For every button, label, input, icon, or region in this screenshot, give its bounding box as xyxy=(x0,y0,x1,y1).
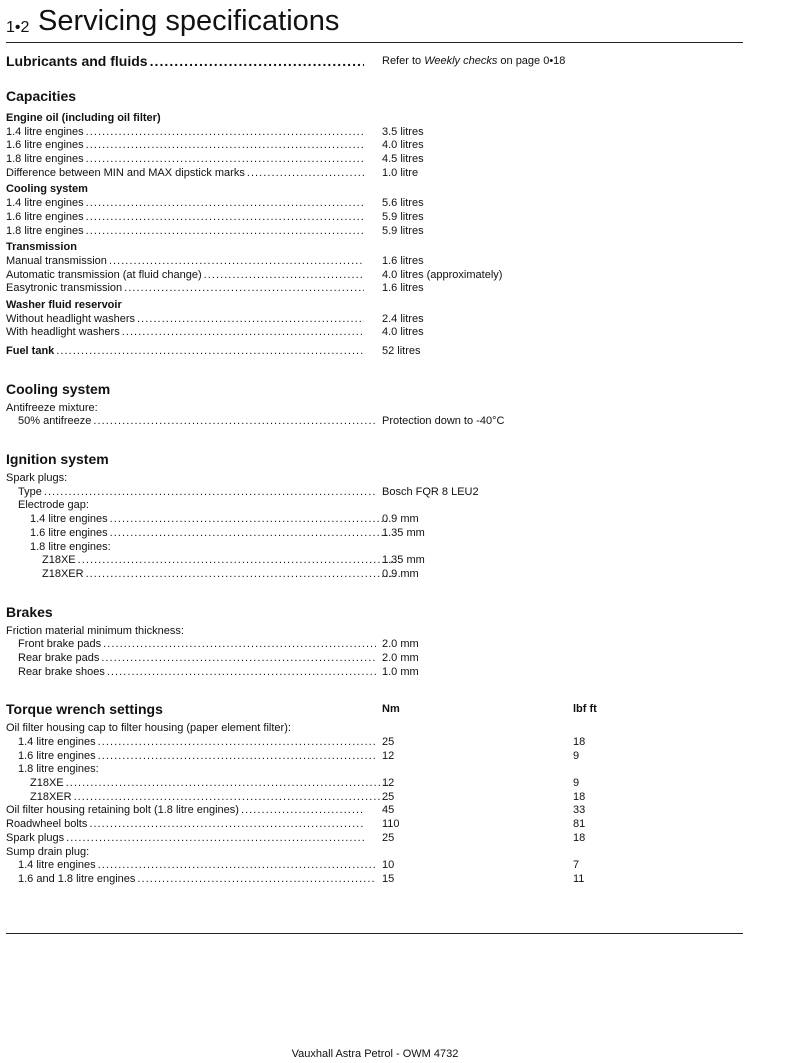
spec-label: 1.6 litre engines xyxy=(6,210,84,223)
page-title: Servicing specifications xyxy=(38,5,340,37)
spec-label: Front brake pads xyxy=(18,638,102,651)
spec-label: 1.4 litre engines xyxy=(6,125,84,138)
spec-label: Manual transmission xyxy=(6,254,107,267)
torque-col-lbf: lbf ft xyxy=(573,703,597,716)
antifreeze-row: 50% antifreeze..... Protection down to -40°C xyxy=(6,415,743,429)
torque-oil-18-label: 1.8 litre engines: xyxy=(18,763,99,776)
spec-label: Easytronic transmission xyxy=(6,282,123,295)
torque-heading: Torque wrench settings xyxy=(6,701,163,718)
spec-label: Difference between MIN and MAX dipstick marks xyxy=(6,166,245,179)
page-footer: Vauxhall Astra Petrol - OWM 4732 xyxy=(291,1048,459,1060)
gap-16-row: 1.6 litre engines..... 1.35 mm xyxy=(6,527,743,541)
spec-label: 1.6 litre engines xyxy=(6,139,84,152)
spec-value: 5.6 litres xyxy=(382,197,424,210)
spec-row xyxy=(6,652,743,666)
spec-row xyxy=(6,126,743,140)
spec-value: 1.0 litre xyxy=(382,166,419,179)
lubricants-row xyxy=(6,52,743,70)
torque-col-nm: Nm xyxy=(382,703,400,716)
spec-row xyxy=(6,197,743,211)
capacities-heading: Capacities xyxy=(6,88,77,104)
fuel-tank-value: 52 litres xyxy=(382,345,421,357)
torque-oil-14-row: 1.4 litre engines..... 25 18 xyxy=(6,736,743,750)
spec-row xyxy=(6,167,743,181)
transmission-rows xyxy=(6,255,743,296)
gap-z18xer-row: Z18XER..... 0.9 mm xyxy=(6,568,743,582)
spec-value: 5.9 litres xyxy=(382,224,424,237)
torque-z18xer-row: Z18XER..... 25 18 xyxy=(6,791,743,805)
spec-row xyxy=(6,139,743,153)
spec-label: With headlight washers xyxy=(6,326,120,339)
cooling-capacity-rows xyxy=(6,197,743,238)
page-header xyxy=(6,2,743,42)
gap-14-row: 1.4 litre engines..... 0.9 mm xyxy=(6,513,743,527)
torque-roadwheel-row: Roadwheel bolts..... 110 81 xyxy=(6,818,743,832)
transmission-heading: Transmission xyxy=(6,241,77,254)
washer-heading: Washer fluid reservoir xyxy=(6,298,122,311)
fuel-tank-label: Fuel tank xyxy=(6,345,55,357)
spark-plug-type-row: Type..... Bosch FQR 8 LEU2 xyxy=(6,486,743,500)
spec-value: 5.9 litres xyxy=(382,210,424,223)
torque-sump-14-row: 1.4 litre engines..... 10 7 xyxy=(6,859,743,873)
washer-rows xyxy=(6,313,743,340)
spec-row xyxy=(6,326,743,340)
cooling-capacity-heading: Cooling system xyxy=(6,183,88,196)
spec-value: 2.0 mm xyxy=(382,651,419,664)
spec-label: Automatic transmission (at fluid change) xyxy=(6,268,202,281)
spec-content xyxy=(6,52,743,887)
spec-value: 4.0 litres xyxy=(382,326,424,339)
torque-spark-row: Spark plugs..... 25 18 xyxy=(6,832,743,846)
engine-oil-rows xyxy=(6,126,743,181)
spec-row xyxy=(6,225,743,239)
lubricants-value: Refer to Weekly checks on page 0•18 xyxy=(382,55,566,67)
spec-row xyxy=(6,638,743,652)
brakes-heading: Brakes xyxy=(6,603,53,620)
spec-row xyxy=(6,211,743,225)
antifreeze-mixture-label: Antifreeze mixture: xyxy=(6,401,98,414)
spec-value: 1.6 litres xyxy=(382,254,424,267)
spec-value: 2.0 mm xyxy=(382,638,419,651)
cooling-system-heading: Cooling system xyxy=(6,380,111,397)
gap-18-label: 1.8 litre engines: xyxy=(30,540,111,553)
lubricants-label: Lubricants and fluids xyxy=(6,53,148,69)
spec-row xyxy=(6,282,743,296)
spec-value: 1.0 mm xyxy=(382,665,419,678)
spec-row xyxy=(6,255,743,269)
spec-label: Rear brake pads xyxy=(18,651,100,664)
spec-row xyxy=(6,269,743,283)
torque-heading-row xyxy=(6,697,743,722)
oil-cap-label: Oil filter housing cap to filter housing (paper element filter): xyxy=(6,722,291,735)
spec-label: Rear brake shoes xyxy=(18,665,105,678)
electrode-gap-label: Electrode gap: xyxy=(18,499,89,512)
spec-value: 4.0 litres (approximately) xyxy=(382,268,503,281)
spec-value: 1.6 litres xyxy=(382,282,424,295)
brakes-rows xyxy=(6,638,743,679)
spec-value: 4.5 litres xyxy=(382,153,424,166)
ignition-heading: Ignition system xyxy=(6,451,109,468)
fuel-tank-row xyxy=(6,345,743,359)
friction-label: Friction material minimum thickness: xyxy=(6,624,184,637)
page-number: 1•2 xyxy=(6,19,30,36)
torque-housing-bolt-row: Oil filter housing retaining bolt (1.8 litre engines)..... 45 33 xyxy=(6,804,743,818)
torque-sump-16-18-row: 1.6 and 1.8 litre engines..... 15 11 xyxy=(6,873,743,887)
torque-z18xe-row: Z18XE..... 12 9 xyxy=(6,777,743,791)
footer-rule xyxy=(6,933,743,934)
spec-value: 2.4 litres xyxy=(382,312,424,325)
spec-row xyxy=(6,313,743,327)
sump-label: Sump drain plug: xyxy=(6,845,90,858)
spec-row xyxy=(6,666,743,680)
spec-label: 1.4 litre engines xyxy=(6,197,84,210)
spec-label: Without headlight washers xyxy=(6,312,136,325)
engine-oil-heading: Engine oil (including oil filter) xyxy=(6,112,161,124)
spec-label: 1.8 litre engines xyxy=(6,224,84,237)
spec-label: 1.8 litre engines xyxy=(6,153,84,166)
spec-value: 3.5 litres xyxy=(382,125,424,138)
gap-z18xe-row: Z18XE..... 1.35 mm xyxy=(6,554,743,568)
spec-row xyxy=(6,153,743,167)
header-rule xyxy=(6,42,743,43)
spark-plugs-label: Spark plugs: xyxy=(6,472,68,485)
spec-value: 4.0 litres xyxy=(382,139,424,152)
torque-oil-16-row: 1.6 litre engines..... 12 9 xyxy=(6,750,743,764)
